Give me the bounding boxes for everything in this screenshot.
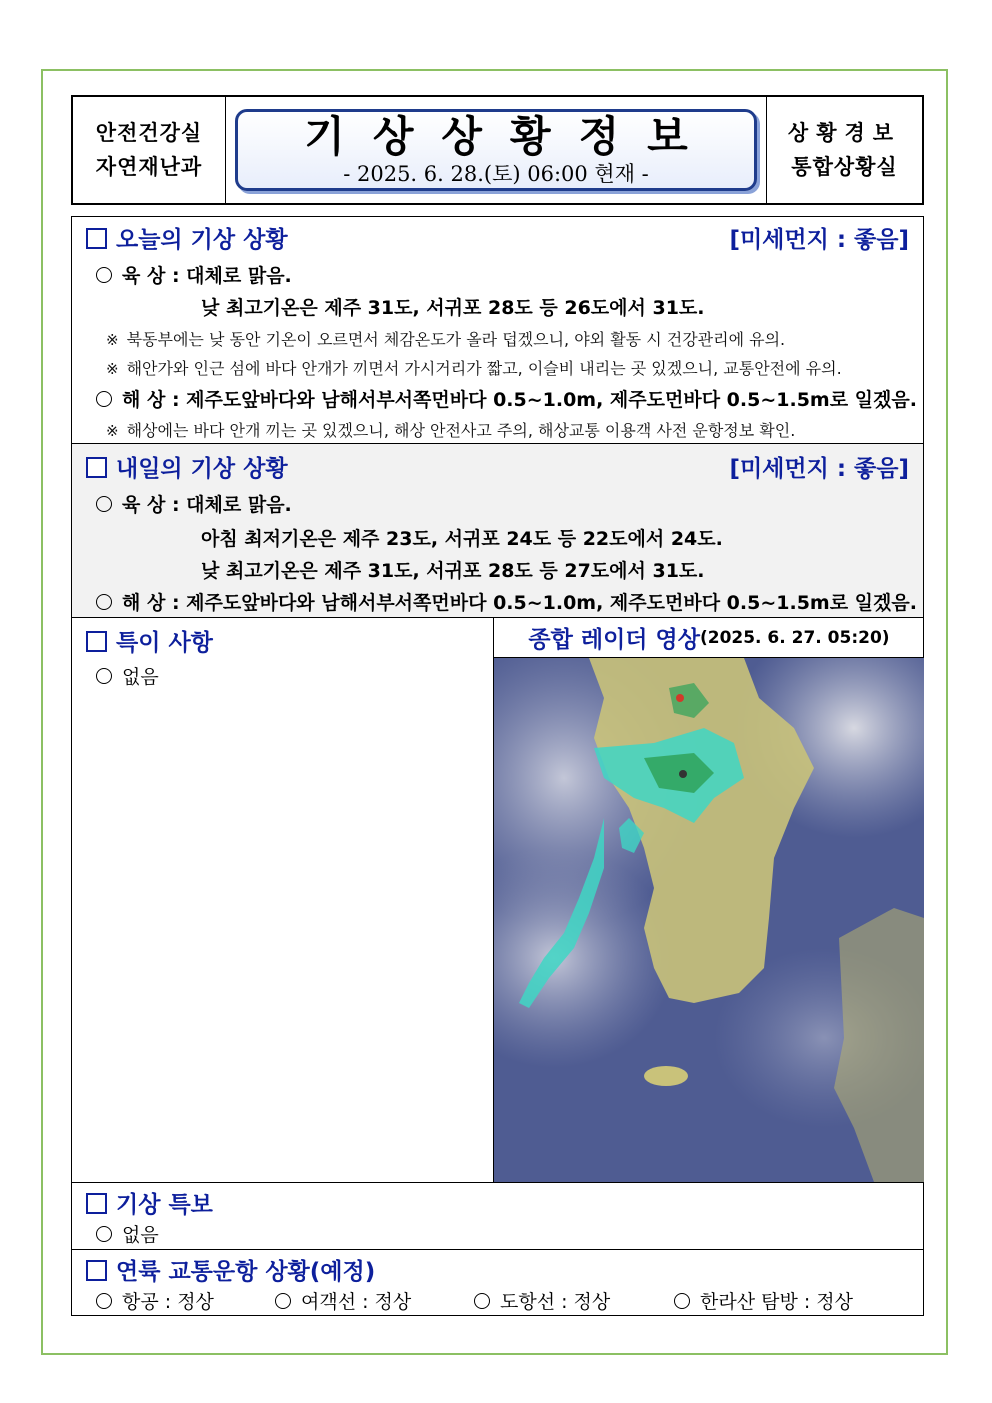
tomorrow-dust-status: [미세먼지 : 좋음] (729, 456, 909, 482)
checkbox-icon (86, 1260, 107, 1281)
circle-bullet-icon (674, 1293, 690, 1309)
special-heading: 특이 사항 (86, 624, 213, 657)
radar-heavy-cell (676, 694, 684, 702)
receiver-line-2: 통합상황실 (791, 155, 898, 179)
title-box (235, 109, 757, 191)
issuer-line-2: 자연재난과 (95, 155, 203, 179)
circle-bullet-icon (474, 1293, 490, 1309)
circle-bullet-icon (96, 594, 112, 610)
today-note-2: ※ 해안가와 인근 섬에 바다 안개가 끼면서 가시거리가 짧고, 이슬비 내리는 곳 있겠으니, 교통안전에 유의. (106, 359, 842, 378)
issuer-dept (73, 97, 226, 203)
tomorrow-min-temp: 아침 최저기온은 제주 23도, 서귀포 24도 등 22도에서 24도. (201, 528, 723, 550)
traffic-item-island-ferry: 도항선 : 정상 (474, 1287, 610, 1314)
tomorrow-section (72, 443, 923, 617)
circle-bullet-icon (96, 391, 112, 407)
tomorrow-max-temp: 낮 최고기온은 제주 31도, 서귀포 28도 등 27도에서 31도. (201, 560, 705, 582)
traffic-heading: 연륙 교통운항 상황(예정) (86, 1253, 375, 1286)
page-title: 기상상황정보 (304, 112, 716, 161)
traffic-item-ferry: 여객선 : 정상 (275, 1287, 411, 1314)
warning-heading: 기상 특보 (86, 1186, 213, 1219)
circle-bullet-icon (96, 267, 112, 283)
asterisk-icon: ※ (106, 360, 119, 378)
traffic-item-air: 항공 : 정상 (96, 1287, 214, 1314)
today-land-line: 육 상 : 대체로 맑음. (96, 261, 292, 288)
special-item: 없음 (96, 662, 159, 689)
today-sea-line: 해 상 : 제주도앞바다와 남해서부서쪽먼바다 0.5~1.0m, 제주도먼바다 0.5~1.5m로 일겠음. (96, 385, 917, 412)
radar-title (494, 618, 924, 658)
radar-site-marker (679, 770, 687, 778)
report-table (71, 216, 924, 1316)
today-section (72, 217, 923, 443)
radar-jeju-island (644, 1066, 688, 1086)
today-note-1: ※ 북동부에는 낮 동안 기온이 오르면서 체감온도가 올라 덥겠으니, 야외 활동 시 건강관리에 유의. (106, 330, 786, 349)
radar-title-text: 종합 레이더 영상 (528, 627, 700, 653)
checkbox-icon (86, 228, 107, 249)
circle-bullet-icon (96, 1226, 112, 1242)
receiver-dept (766, 97, 922, 203)
checkbox-icon (86, 631, 107, 652)
today-heading: 오늘의 기상 상황 (86, 221, 288, 254)
issuer-line-1: 안전건강실 (95, 121, 203, 145)
receiver-line-1: 상황경보 (787, 121, 902, 145)
radar-datetime: (2025. 6. 27. 05:20) (699, 627, 890, 648)
checkbox-icon (86, 457, 107, 478)
today-land-temp: 낮 최고기온은 제주 31도, 서귀포 28도 등 26도에서 31도. (201, 297, 705, 319)
circle-bullet-icon (96, 668, 112, 684)
radar-image (494, 658, 924, 1182)
circle-bullet-icon (96, 496, 112, 512)
tomorrow-heading: 내일의 기상 상황 (86, 450, 288, 483)
traffic-section (72, 1249, 923, 1316)
warning-section (72, 1182, 923, 1249)
today-note-3: ※ 해상에는 바다 안개 끼는 곳 있겠으니, 해상 안전사고 주의, 해상교통 이용객 사전 운항정보 확인. (106, 421, 796, 440)
asterisk-icon: ※ (106, 422, 119, 440)
today-dust-status: [미세먼지 : 좋음] (729, 227, 909, 253)
tomorrow-land-line: 육 상 : 대체로 맑음. (96, 490, 292, 517)
circle-bullet-icon (96, 1293, 112, 1309)
document-header (71, 95, 924, 205)
report-datetime: - 2025. 6. 28.(토) 06:00 현재 - (343, 162, 649, 186)
special-radar-section (72, 617, 923, 1182)
checkbox-icon (86, 1193, 107, 1214)
circle-bullet-icon (275, 1293, 291, 1309)
warning-item: 없음 (96, 1220, 159, 1247)
asterisk-icon: ※ (106, 331, 119, 349)
tomorrow-sea-line: 해 상 : 제주도앞바다와 남해서부서쪽먼바다 0.5~1.0m, 제주도먼바다 0.5~1.5m로 일겠음. (96, 588, 917, 615)
traffic-item-hallasan: 한라산 탐방 : 정상 (674, 1287, 853, 1314)
